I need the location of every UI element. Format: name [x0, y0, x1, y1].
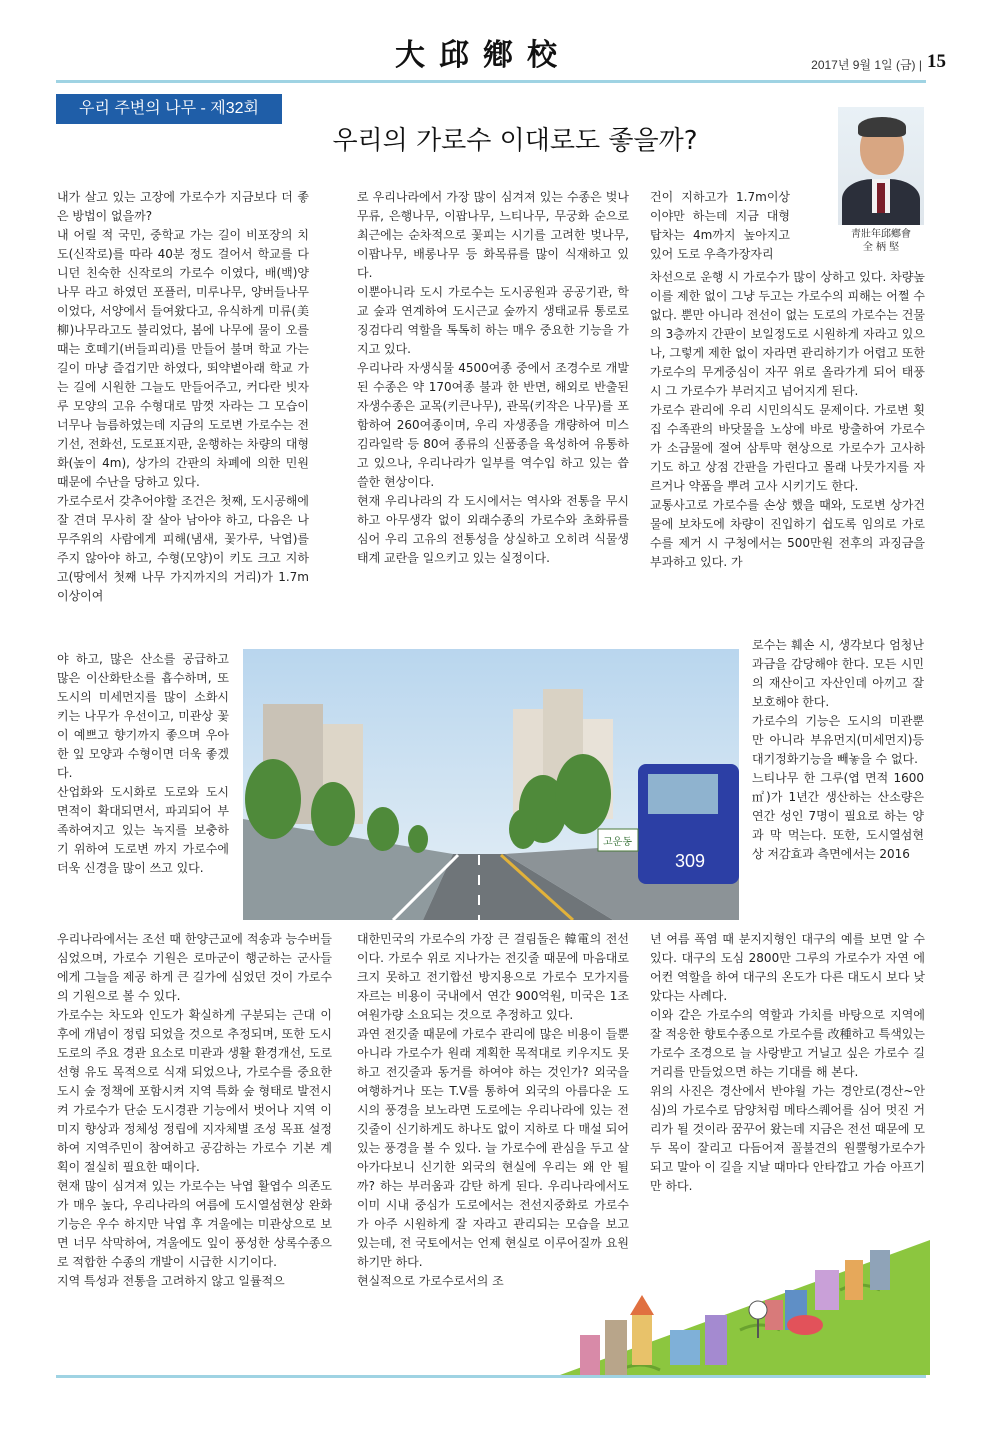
- street-scene-image: [243, 649, 739, 920]
- article-column-3: [650, 268, 925, 572]
- paragraph: 산업화와 도시화로 도로와 도시면적이 확대되면서, 파괴되어 부족하여지고 있는 녹지를 보충하기 위하여 도로변 까지 가로수에 더욱 신경을 많이 쓰고 있다.: [57, 785, 229, 875]
- author-affiliation: 靑壯年邱鄕會: [851, 229, 911, 240]
- paragraph: 느티나무 한 그루(엽 면적 1600㎡)가 1년간 생산하는 산소량은 연간 성인 7명이 필요로 하는 양과 막 먹는다. 또한, 도시열섬현상 저감효과 측면에서는 2016: [752, 771, 924, 861]
- paragraph: 이와 같은 가로수의 역할과 가치를 바탕으로 지역에 잘 적응한 향토수종으로 가로수를 改種하고 특색있는 가로수 조경으로 늘 사랑받고 거닐고 싶은 가로수 길거리를 만들었으면 하는 기대를 해 본다.: [650, 1008, 925, 1079]
- paragraph: 로 우리나라에서 가장 많이 심겨져 있는 수종은 벚나무류, 은행나무, 이팝나무, 느티나무, 무궁화 순으로 최근에는 순차적으로 꽃피는 시기를 고려한 벚나무, 이팝나무, 배롱나무 등 화목류를 많이 식재하고 있다.: [357, 190, 629, 280]
- paragraph: 가로수로서 갖추어야할 조건은 첫째, 도시공해에 잘 견뎌 무사히 잘 살아 남아야 하고, 다음은 나무주위의 사람에게 피해(냄새, 꽃가루, 낙엽)를 주지 않아야 하고, 수형(모양)이 키도 크고 지하고(땅에서 첫째 나무 가지까지의 거리)가 1.7m이상이여: [57, 494, 309, 603]
- paragraph: 위의 사진은 경산에서 반야월 가는 경안로(경산~안심)의 가로수로 담양처럼 메타스퀘어를 심어 멋진 거리가 될 것이라 꿈꾸어 왔는데 지금은 전선 때문에 모두 목이 잘리고 다듬어져 꼴불견의 원뿔형가로수가 되고 말아 이 길을 지날 때마다 안타깝고 가슴 아프기만 하다.: [650, 1084, 925, 1193]
- author-name: 全 柄 堅: [862, 242, 900, 253]
- paragraph: 야 하고, 많은 산소를 공급하고 많은 이산화탄소를 흡수하며, 또 도시의 미세먼지를 많이 소화시키는 나무가 우선이고, 미관상 꽃이 예쁘고 향기까지 좋으며 우아한 잎 모양과 수형이면 더욱 좋겠다.: [57, 652, 229, 780]
- paragraph: 차선으로 운행 시 가로수가 많이 상하고 있다. 차량높이를 제한 없이 그냥 두고는 가로수의 피해는 어쩔 수 없다. 뿐만 아니라 전선이 없는 도로의 가로수는 건물의 3층까지 간판이 보일정도로 시원하게 자라고 있으나, 그렇게 제한 없이 자라면 관리하기가 어렵고 또한 가로수의 무게중심이 자꾸 위로 올라가게 되어 태풍 시 그 가로수가 부러지고 넘어지게 된다.: [650, 270, 925, 398]
- newspaper-title: 大邱鄕校: [395, 38, 571, 73]
- paragraph: 대한민국의 가로수의 가장 큰 걸림돌은 韓電의 전선이다. 가로수 위로 지나가는 전깃줄 때문에 마음대로 크지 못하고 전기합선 방지용으로 가로수 모가지를 자르는 비용이 국내에서 연간 900억원, 미국은 1조 여원가량 소요되는 것으로 추정하고 있다.: [357, 932, 629, 1022]
- paragraph: 지역 특성과 전통을 고려하지 않고 일률적으: [57, 1274, 285, 1288]
- bus-number: 309: [675, 851, 706, 871]
- paragraph: 우리나라 자생식물 4500여종 중에서 조경수로 개발된 수종은 약 170여종 불과 한 반면, 해외로 반출된 자생수종은 교목(키큰나무), 관목(키작은 나무)를 포함하여 260여종이며, 우리 자생종을 개량하여 미스김라일락 등 80여 종류의 신품종을 육성하여 유통하고 있으나, 우리나라가 일부를 역수입 하고 있는 씁쓸한 현상이다.: [357, 361, 629, 489]
- masthead: [0, 0, 982, 86]
- paragraph: 교통사고로 가로수를 손상 했을 때와, 도로변 상가건물에 보차도에 차량이 진입하기 쉽도록 임의로 가로수를 제거 시 구청에서는 500만원 전후의 과징금을 부과하고 있다. 가: [650, 498, 925, 569]
- top-rule: [56, 80, 926, 83]
- store-sign: 고운동: [603, 837, 632, 848]
- paragraph: 가로수의 기능은 도시의 미관뿐만 아니라 부유먼지(미세먼지)등 대기정화기능을 빼놓을 수 없다.: [752, 714, 924, 766]
- page-number: 15: [927, 51, 946, 72]
- author-portrait: [838, 107, 924, 225]
- paragraph: 가로수는 차도와 인도가 확실하게 구분되는 근대 이후에 개념이 정립 되었을 것으로 추정되며, 또한 도시 도로의 주요 경관 요소로 미관과 생활 환경개선, 도로 선형 유도 목적으로 식재 되었으나, 가로수를 중요한 도시 숲 정책에 포함시켜 지역 특화 숲 형태로 발전시켜 가로수가 단순 도시경관 기능에서 벗어나 지역 이미지 향상과 정체성 정립에 지자체별 조성 목표 설정하여 지역주민이 참여하고 공감하는 가로수 기본 계획이 절실히 필요한 때이다.: [57, 1008, 332, 1174]
- series-label: 우리 주변의 나무 - 제32회: [56, 94, 282, 124]
- article-column-1: [57, 188, 309, 606]
- paragraph: 우리나라에서는 조선 때 한양근교에 적송과 능수버들 심었으며, 가로수 기원은 로마군이 행군하는 군사들에게 그늘을 제공 하게 큰 길가에 심었던 것이 가로수의 기원으로 볼 수 있다.: [57, 932, 332, 1003]
- paragraph: 년 여름 폭염 때 분지지형인 대구의 예를 보면 알 수 있다. 대구의 도심 2800만 그루의 가로수가 자연 에어컨 역할을 하여 대구의 온도가 다른 대도시 보다 낮았다는 사례다.: [650, 932, 925, 1003]
- issue-date: 2017년 9월 1일 (금) |: [811, 58, 922, 72]
- author-caption: [832, 228, 930, 254]
- article-headline: 우리의 가로수 이대로도 좋을까?: [332, 126, 698, 156]
- bottom-rule: [56, 1375, 926, 1378]
- paragraph: 현재 우리나라의 각 도시에서는 역사와 전통을 무시하고 아무생각 없이 외래수종의 가로수와 초화류를 심어 우리 고유의 전통성을 상실하고 오히려 식물생태계 교란을 일으키고 있는 실정이다.: [357, 494, 629, 565]
- paragraph: 건이 지하고가 1.7m이상이야만 하는데 지금 대형 탑차는 4m까지 높아지고 있어 도로 우측가장자리: [650, 190, 790, 261]
- paragraph: 내가 살고 있는 고장에 가로수가 지금보다 더 좋은 방법이 없을까?: [57, 190, 309, 223]
- article-column-3-lower: [650, 930, 925, 1196]
- article-column-3-wrap: [752, 636, 924, 864]
- article-column-2: [357, 188, 629, 568]
- paragraph: 로수는 훼손 시, 생각보다 엄청난 과금을 감당해야 한다. 모든 시민의 재산이고 자산인데 아끼고 잘 보호해야 한다.: [752, 638, 924, 709]
- paragraph: 내 어릴 적 국민, 중학교 가는 길이 비포장의 치도(신작로)를 따라 40분 정도 걸어서 학교를 다니던 친숙한 신작로의 가로수 이였다, 배(백)양나무 라고 하였던 포플러, 미루나무, 양버들나무 이었다, 서양에서 들여왔다고, 유식하게 미류(美柳)나무라고도 불리었다, 봄에 나무에 물이 오를 때는 호떼기(버들피리)를 만들어 불며 학교 가는 길이 마냥 즐겁기만 하였다, 뙤약볕아래 학교 가는 길에 시원한 그늘도 만들어주고, 커다란 빗자루 모양의 고유 수형대로 맘껏 자라는 그 모습이 너무나 늠름하였는데 지금의 도로변 가로수는 전기선, 전화선, 도로표지판, 운행하는 차량의 대형화(높이 4m), 상가의 간판의 차폐에 의한 민원 때문에 수난을 당하고 있다.: [57, 228, 309, 489]
- article-column-3-top: [650, 188, 790, 264]
- paragraph: 가로수 관리에 우리 시민의식도 문제이다. 가로변 횟집 수족관의 바닷물을 노상에 바로 방출하여 가로수가 소금물에 절여 삼투막 현상으로 가로수가 고사하기도 하고 상점 간판을 가린다고 몰래 나뭇가지를 자르거나 약품을 뿌려 고사 시키기도 한다.: [650, 403, 925, 493]
- paragraph: 현실적으로 가로수로서의 조: [357, 1274, 504, 1288]
- paragraph: 현재 많이 심겨져 있는 가로수는 낙엽 활엽수 의존도가 매우 높다, 우리나라의 여름에 도시열섬현상 완화 기능은 우수 하지만 낙엽 후 겨울에는 미관상으로 보면 너무 삭막하여, 겨울에도 잎이 풍성한 상록수종으로 적합한 수종의 개발이 시급한 시기이다.: [57, 1179, 332, 1269]
- paragraph: 이뿐아니라 도시 가로수는 도시공원과 공공기관, 학교 숲과 연계하여 도시근교 숲까지 생태교류 통로로 징검다리 역할을 톡톡히 하는 매우 중요한 기능을 가지고 있다.: [357, 285, 629, 356]
- article-column-1-lower: [57, 930, 332, 1291]
- street-photo: [243, 649, 739, 920]
- paragraph: 과연 전깃줄 때문에 가로수 관리에 많은 비용이 들뿐 아니라 가로수가 원래 계획한 목적대로 키우지도 못하고 전깃줄과 동거를 하여야 하는 것인가? 외국을 여행하거나 또는 T.V를 통하여 외국의 아름다운 도시의 풍경을 보노라면 도로에는 우리나라에 있는 전깃줄이 신기하게도 하나도 없이 지하로 다 매설 되어 있는 풍경을 볼 수 있다. 늘 가로수에 관심을 두고 살아가다보니 신기한 외국의 현실에 우리는 왜 안 될까? 하는 부러움과 감탄 하게 된다. 우리나라에서도 이미 시내 중심가 도로에서는 전선지중화로 가로수가 아주 시원하게 잘 자라고 관리되는 모습을 보고 있는데, 전 국토에서는 언제 현실로 이루어질까 요원하기만 하다.: [357, 1027, 629, 1269]
- city-hill-illustration: [560, 1220, 930, 1375]
- article-column-1-wrap: [57, 650, 229, 878]
